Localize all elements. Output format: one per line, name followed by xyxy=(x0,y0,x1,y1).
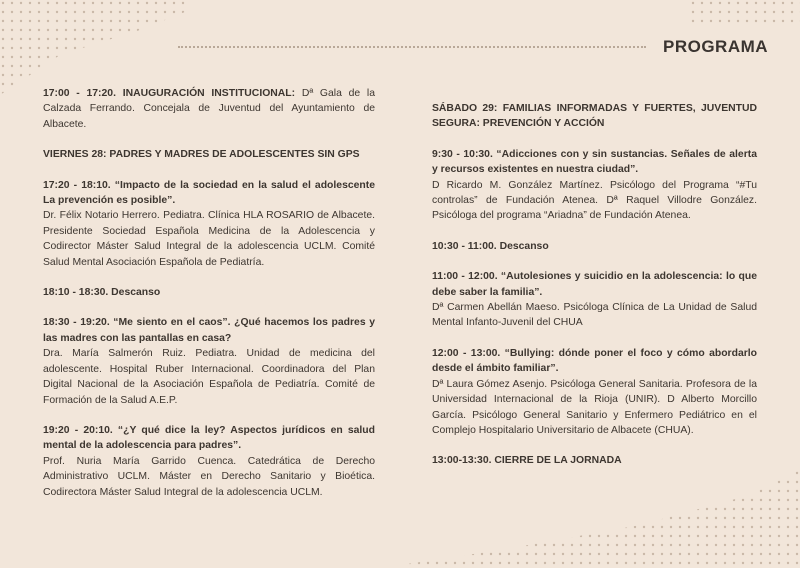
program-item-inauguracion xyxy=(43,86,375,132)
item-heading: 13:00-13:30. CIERRE DE LA JORNADA xyxy=(432,455,622,467)
item-heading: VIERNES 28: PADRES Y MADRES DE ADOLESCENTES SIN GPS xyxy=(43,149,360,161)
item-heading: 11:00 - 12:00. “Autolesiones y suicidio en la adolescencia: lo que debe saber la familia”. xyxy=(432,271,757,298)
section-heading-sabado xyxy=(432,101,757,132)
dot-pattern-bottom-right xyxy=(380,470,800,568)
item-heading: 17:00 - 17:20. INAUGURACIÓN INSTITUCIONAL: xyxy=(43,88,296,99)
item-heading: 18:10 - 18:30. Descanso xyxy=(43,287,161,299)
item-heading: 12:00 - 13:00. “Bullying: dónde poner el foco y cómo abordarlo desde el ámbito familiar”. xyxy=(432,347,757,375)
item-description: D Ricardo M. González Martínez. Psicólogo del Programa “#Tu controlas” de Fundación Atenea. Dª Raquel Villodre González. Psicóloga del programa “Ariadna” de Fundación Atenea. xyxy=(432,179,757,222)
item-heading: 10:30 - 11:00. Descanso xyxy=(432,240,549,252)
page-title: PROGRAMA xyxy=(663,37,769,56)
program-item-descanso-1 xyxy=(43,285,375,300)
dot-pattern-top-left xyxy=(0,0,190,95)
right-column xyxy=(432,101,757,484)
program-item-bullying xyxy=(432,346,757,438)
dot-pattern-top-right xyxy=(690,0,800,25)
title-divider xyxy=(178,46,646,48)
item-heading: SÁBADO 29: FAMILIAS INFORMADAS Y FUERTES, JUVENTUD SEGURA: PREVENCIÓN Y ACCIÓN xyxy=(432,103,757,130)
item-description: Dª Gala de la Calzada Ferrando. Concejala de Juventud del Ayuntamiento de Albacete. xyxy=(43,88,375,130)
item-description: Dª Laura Gómez Asenjo. Psicóloga General Sanitaria. Profesora de la Universidad Internacional de la Rioja (UNIR). D Alberto Morcillo García. Psicólogo General Sanitario y Enfermero Pediátrico en el Complejo Hospitalario Universitario de Albacete (CHUA). xyxy=(432,378,757,436)
item-description: Dr. Félix Notario Herrero. Pediatra. Clínica HLA ROSARIO de Albacete. Presidente Sociedad Española Medicina de la Adolescencia y Codirector Máster Salud Integral de la adolescencia UCLM. Comité Salud Mental Asociación Española de Pediatría. xyxy=(43,210,375,268)
section-heading-viernes xyxy=(43,147,375,162)
program-item-descanso-2 xyxy=(432,239,757,254)
program-item-autolesiones xyxy=(432,269,757,331)
item-heading: 18:30 - 19:20. “Me siento en el caos”. ¿Qué hacemos los padres y las madres con las pantallas en casa? xyxy=(43,317,375,344)
item-heading: 9:30 - 10:30. “Adicciones con y sin sustancias. Señales de alerta y recursos existentes en nuestra ciudad”. xyxy=(432,148,757,176)
item-description: Dra. María Salmerón Ruiz. Pediatra. Unidad de medicina del adolescente. Hospital Ruber Internacional. Coordinadora del Plan Digital Nacional de la Asociación Española de Pediatría. Comité de Formación de la Salud A.E.P. xyxy=(43,348,375,406)
program-item-adicciones xyxy=(432,147,757,224)
item-heading: 19:20 - 20:10. “¿Y qué dice la ley? Aspectos jurídicos en salud mental de la adolescencia para padres”. xyxy=(43,424,375,452)
program-item-cierre xyxy=(432,453,757,468)
program-item-caos xyxy=(43,315,375,407)
left-column xyxy=(43,86,375,515)
item-description: Dª Carmen Abellán Maeso. Psicóloga Clínica de La Unidad de Salud Mental Infanto-Juvenil del CHUA xyxy=(432,302,757,329)
program-item-ley xyxy=(43,423,375,500)
program-item-impacto xyxy=(43,178,375,270)
item-heading: 17:20 - 18:10. “Impacto de la sociedad en la salud el adolescente La prevención es posible”. xyxy=(43,179,375,207)
item-description: Prof. Nuria María Garrido Cuenca. Catedrática de Derecho Administrativo UCLM. Máster en Derecho Sanitario y Bioética. Codirectora Máster Salud Integral de la adolescencia UCLM. xyxy=(43,455,375,498)
